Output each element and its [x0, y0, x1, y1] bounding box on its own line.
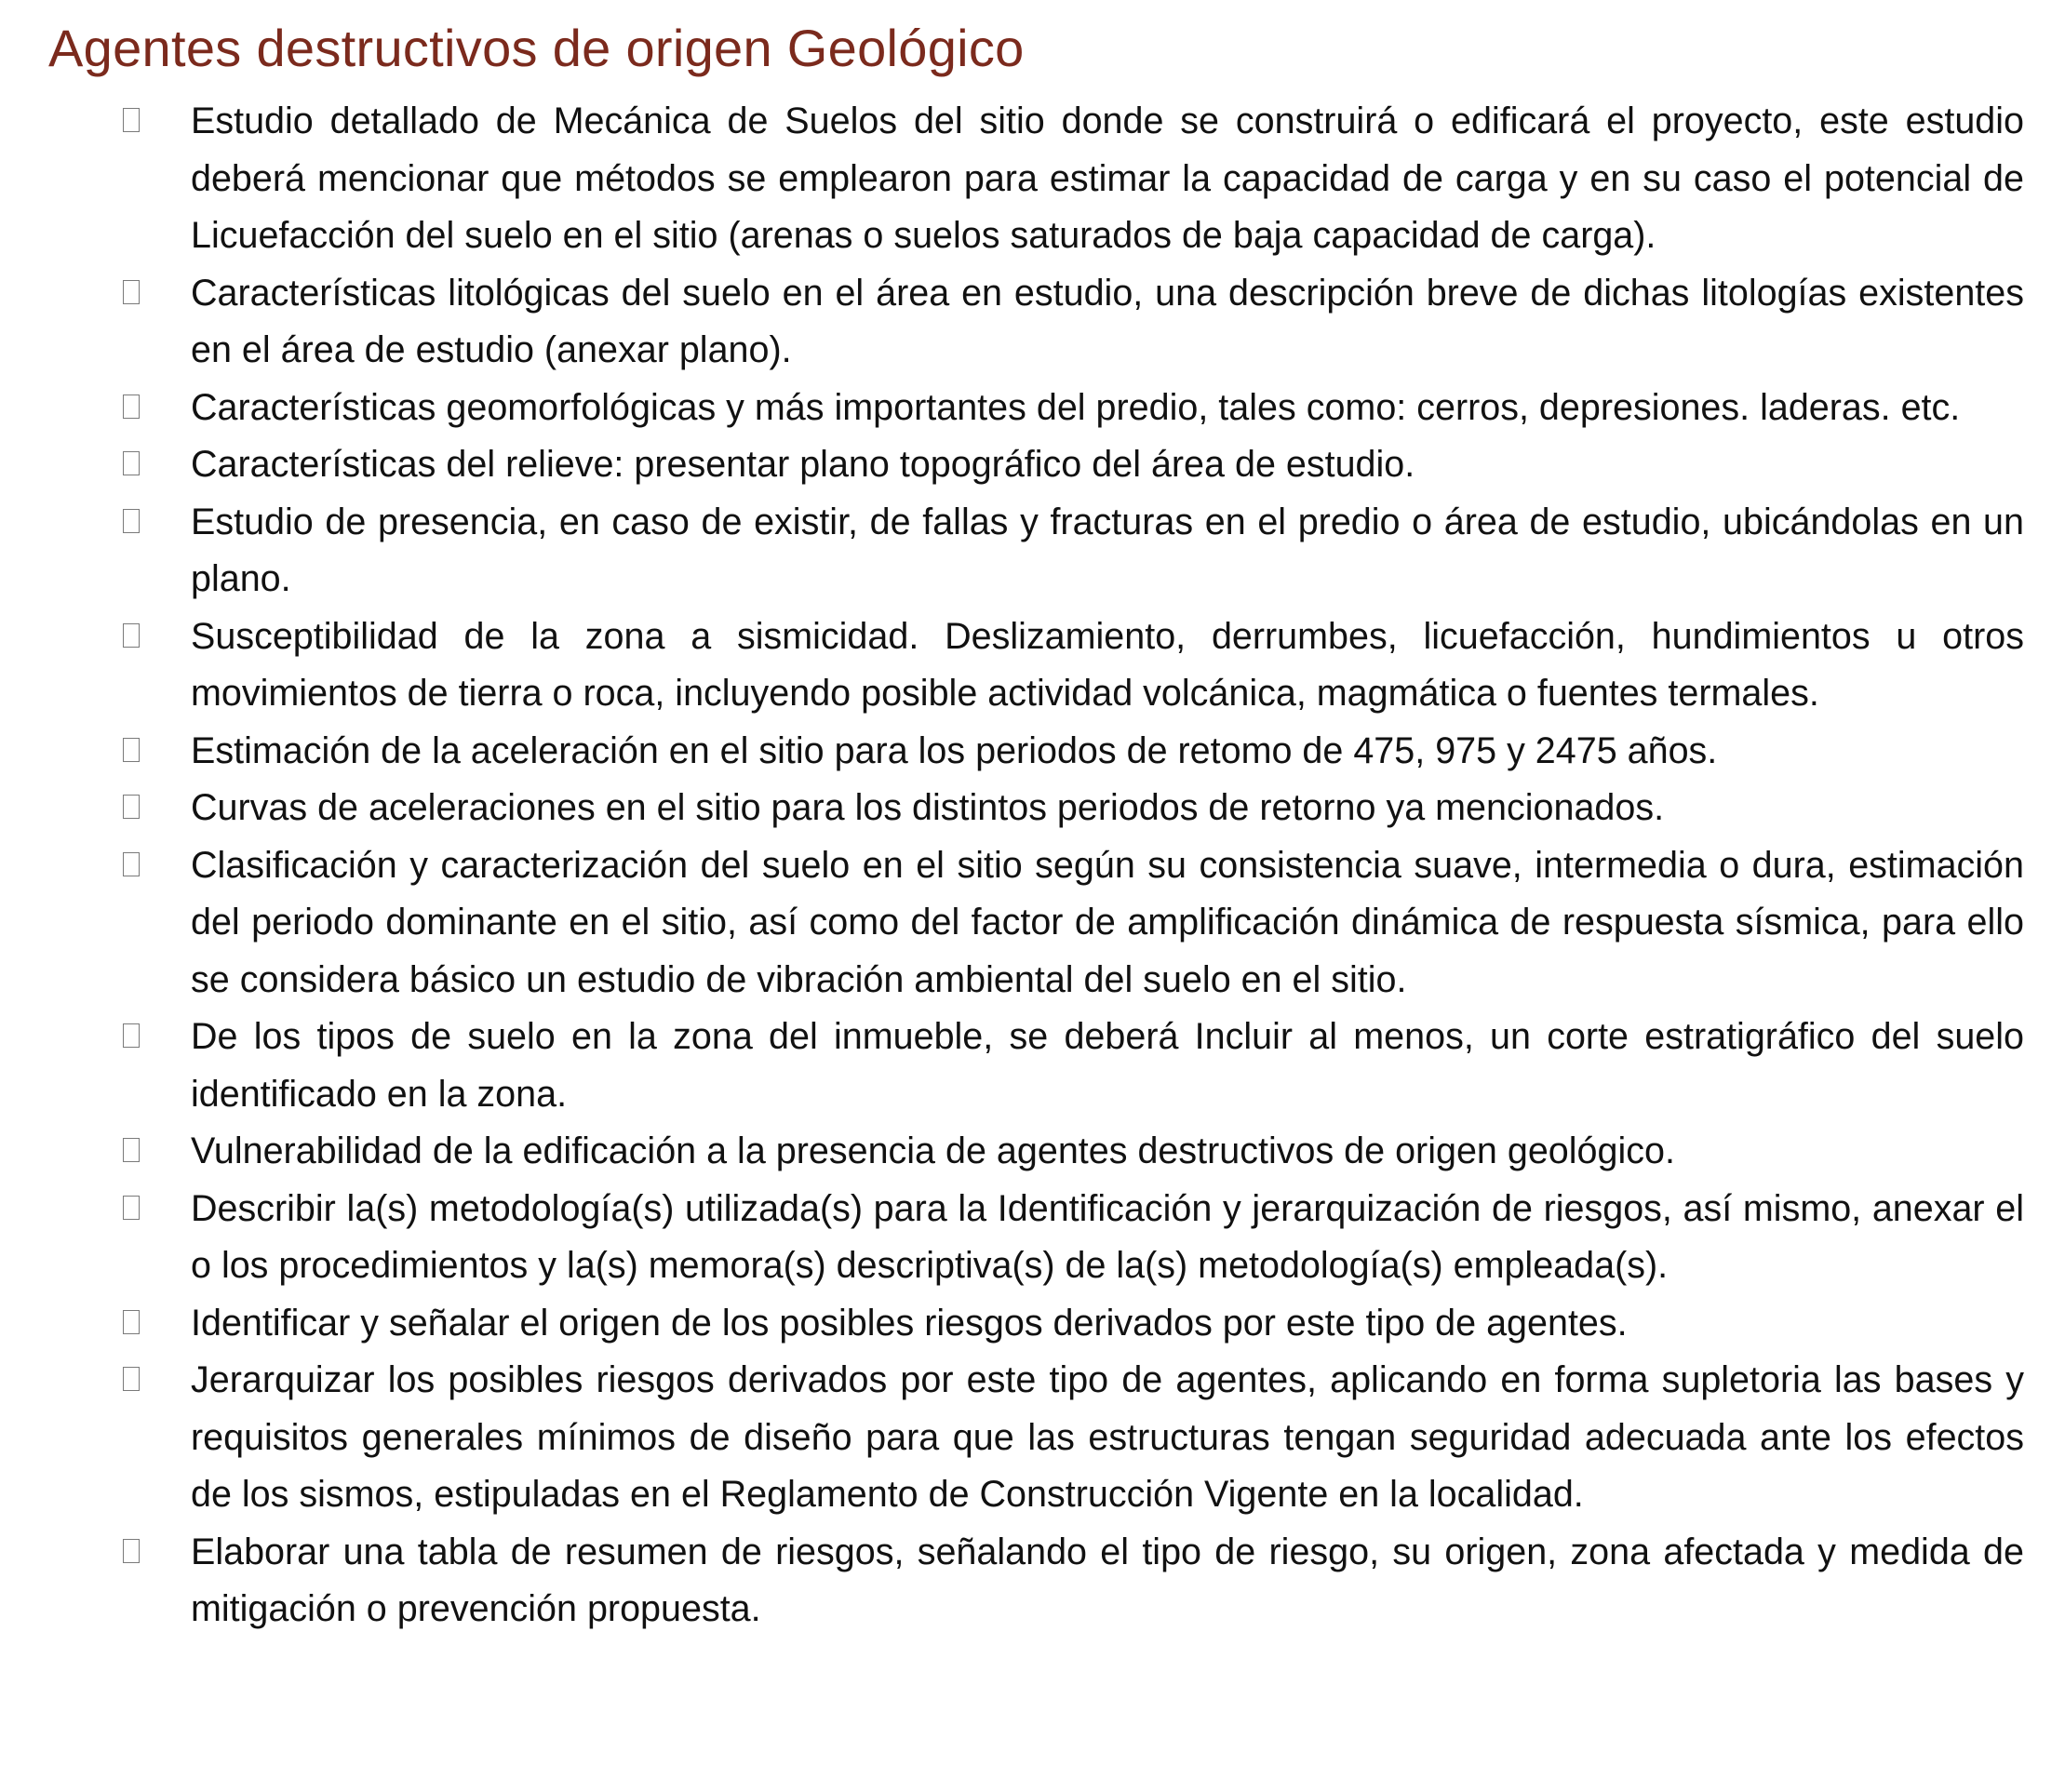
list-item: [0, 1009, 2065, 1123]
list-item: [0, 1181, 2065, 1295]
list-item-text: Estimación de la aceleración en el sitio para los periodos de retomo de 475, 975 y 2475 años.: [191, 729, 1718, 771]
empty-checkbox-icon: [123, 623, 140, 648]
list-item: [0, 380, 2065, 437]
list-item-text: Vulnerabilidad de la edificación a la presencia de agentes destructivos de origen geológico.: [191, 1130, 1675, 1171]
empty-checkbox-icon: [123, 795, 140, 819]
empty-checkbox-icon: [123, 108, 140, 132]
list-item-text: Describir la(s) metodología(s) utilizada(s) para la Identificación y jerarquización de riesgos, así mismo, anexar el o los procedimientos y la(s) memora(s) descriptiva(s) de la(s) metodología(s) empleada(s).: [191, 1187, 2024, 1286]
empty-checkbox-icon: [123, 738, 140, 762]
list-item: [0, 837, 2065, 1010]
list-item-text: Jerarquizar los posibles riesgos derivados por este tipo de agentes, aplicando en forma supletoria las bases y requisitos generales mínimos de diseño para que las estructuras tengan seguridad adecuada ante los efectos de los sismos, estipuladas en el Reglamento de Construcción Vigente en la localidad.: [191, 1359, 2024, 1515]
list-item-text: Características del relieve: presentar plano topográfico del área de estudio.: [191, 444, 1415, 485]
empty-checkbox-icon: [123, 1539, 140, 1563]
empty-checkbox-icon: [123, 1138, 140, 1162]
list-item: [0, 93, 2065, 265]
list-item-text: Identificar y señalar el origen de los posibles riesgos derivados por este tipo de agentes.: [191, 1302, 1628, 1344]
list-item-text: Características litológicas del suelo en el área en estudio, una descripción breve de dichas litologías existentes en el área de estudio (anexar plano).: [191, 272, 2024, 370]
list-item: [0, 494, 2065, 608]
list-item: [0, 1524, 2065, 1638]
list-item-text: Características geomorfológicas y más importantes del predio, tales como: cerros, depresiones. laderas. etc.: [191, 386, 1961, 428]
empty-checkbox-icon: [123, 1196, 140, 1220]
list-item: [0, 1123, 2065, 1181]
empty-checkbox-icon: [123, 451, 140, 475]
list-item-text: De los tipos de suelo en la zona del inmueble, se deberá Incluir al menos, un corte estratigráfico del suelo identificado en la zona.: [191, 1016, 2024, 1115]
empty-checkbox-icon: [123, 852, 140, 876]
list-item-text: Curvas de aceleraciones en el sitio para los distintos periodos de retorno ya mencionados.: [191, 787, 1665, 828]
list-item-text: Estudio de presencia, en caso de existir, de fallas y fracturas en el predio o área de estudio, ubicándolas en un plano.: [191, 501, 2024, 599]
list-item: [0, 265, 2065, 380]
list-item-text: Clasificación y caracterización del suelo en el sitio según su consistencia suave, intermedia o dura, estimación del periodo dominante en el sitio, así como del factor de amplificación dinámica de respuesta sísmica, para ello se considera básico un estudio de vibración ambiental del suelo en el sitio.: [191, 844, 2024, 1000]
list-item-text: Elaborar una tabla de resumen de riesgos, señalando el tipo de riesgo, su origen, zona afectada y medida de mitigación o prevención propuesta.: [191, 1531, 2024, 1629]
list-item-text: Susceptibilidad de la zona a sismicidad. Deslizamiento, derrumbes, licuefacción, hundimientos u otros movimientos de tierra o roca, incluyendo posible actividad volcánica, magmática o fuentes termales.: [191, 615, 2024, 714]
empty-checkbox-icon: [123, 280, 140, 304]
list-item: [0, 1352, 2065, 1524]
list-item-text: Estudio detallado de Mecánica de Suelos del sitio donde se construirá o edificará el proyecto, este estudio deberá mencionar que métodos se emplearon para estimar la capacidad de carga y en su caso el potencial de Licuefacción del suelo en el sitio (arenas o suelos saturados de baja capacidad de carga).: [191, 100, 2024, 256]
empty-checkbox-icon: [123, 395, 140, 419]
empty-checkbox-icon: [123, 1310, 140, 1334]
list-item: [0, 1295, 2065, 1353]
empty-checkbox-icon: [123, 1023, 140, 1048]
empty-checkbox-icon: [123, 509, 140, 533]
requirements-list: [0, 93, 2065, 1638]
list-item: [0, 608, 2065, 723]
page-title: Agentes destructivos de origen Geológico: [48, 19, 1025, 77]
empty-checkbox-icon: [123, 1367, 140, 1391]
list-item: [0, 436, 2065, 494]
list-item: [0, 723, 2065, 781]
list-item: [0, 780, 2065, 837]
